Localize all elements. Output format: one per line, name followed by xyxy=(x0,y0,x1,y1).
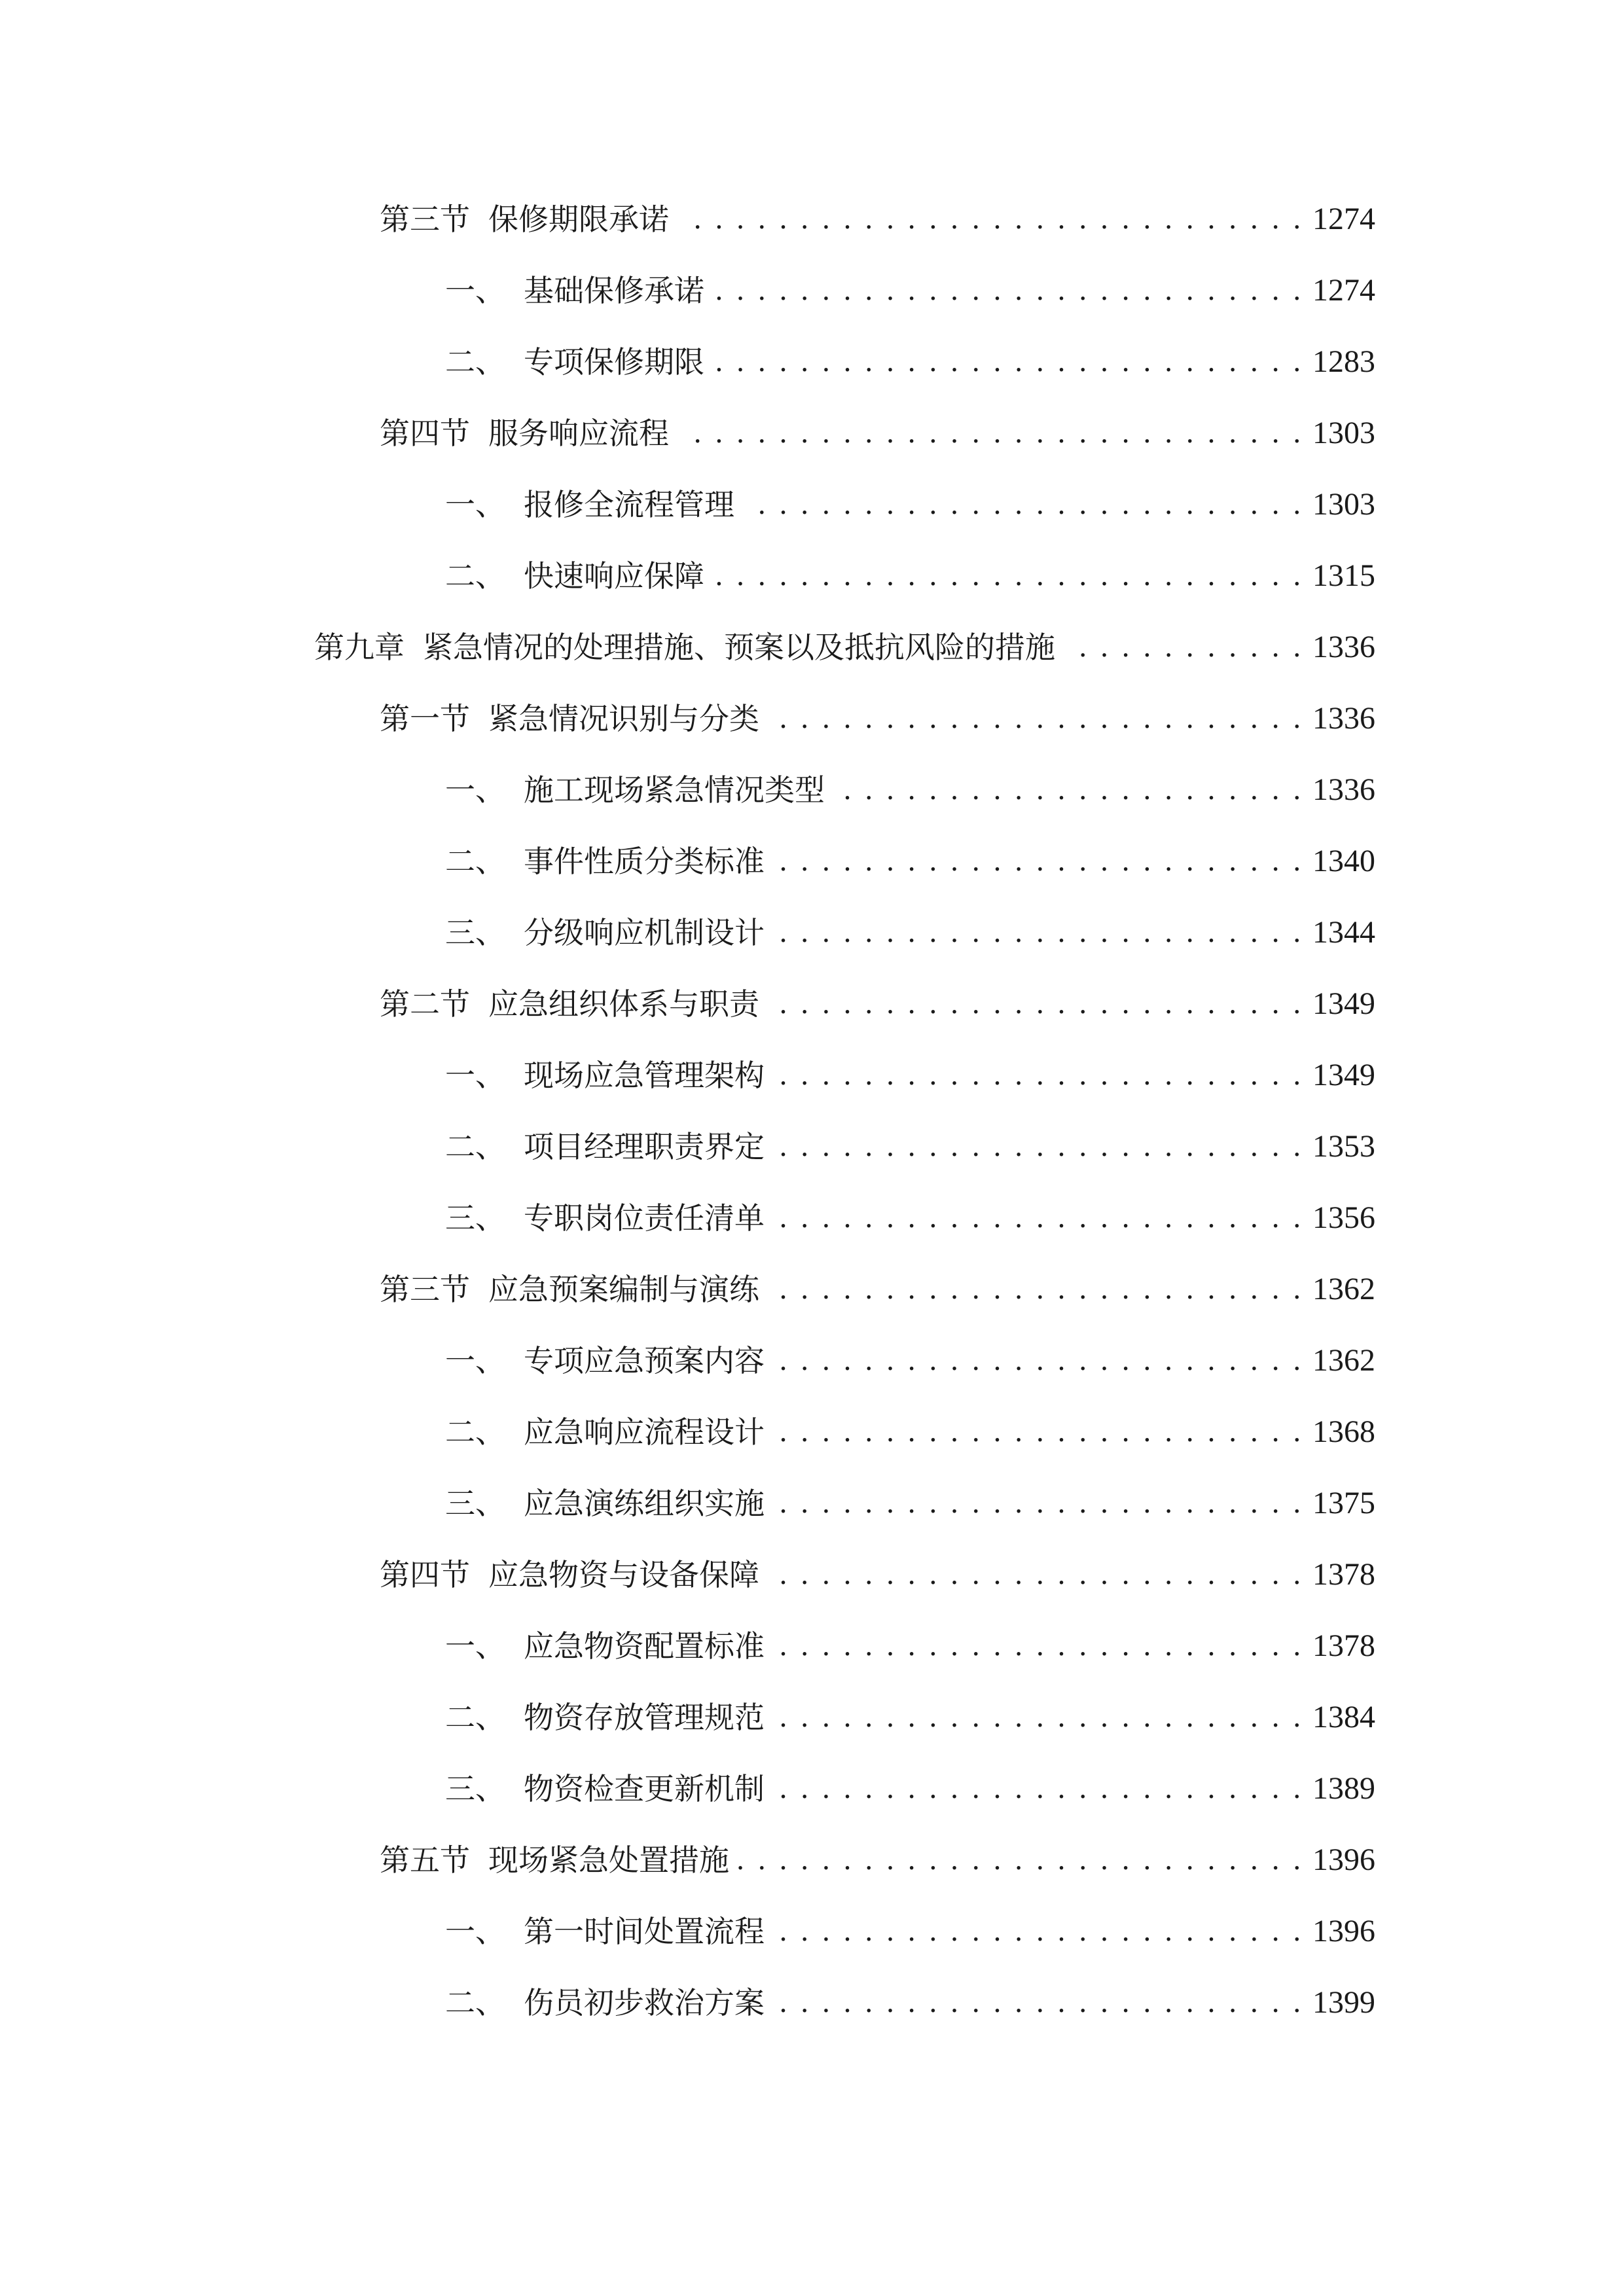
entry-title: 物资检查更新机制 xyxy=(524,1771,765,1806)
entry-number: 二、 xyxy=(445,1414,505,1450)
entry-title: 应急演练组织实施 xyxy=(524,1486,765,1521)
entry-page-number: 1384 xyxy=(1312,1700,1375,1734)
dot-leader xyxy=(713,336,1303,388)
entry-number: 第一节 xyxy=(380,701,470,736)
entry-page-number: 1336 xyxy=(1312,772,1375,807)
dot-leader xyxy=(744,478,1303,531)
entry-title: 应急组织体系与职责 xyxy=(488,986,759,1022)
dot-leader xyxy=(774,1977,1303,2029)
toc-entry[interactable] xyxy=(445,1905,1375,1958)
toc-entry[interactable] xyxy=(445,1691,1375,1744)
entry-number: 三、 xyxy=(445,915,505,950)
toc-entry[interactable] xyxy=(380,1834,1375,1886)
entry-title: 应急物资与设备保障 xyxy=(488,1557,759,1592)
toc-entry[interactable] xyxy=(380,193,1375,245)
toc-entry[interactable] xyxy=(380,1263,1375,1316)
toc-entry[interactable] xyxy=(445,835,1375,888)
dot-leader xyxy=(713,550,1303,602)
dot-leader xyxy=(774,1763,1303,1815)
entry-number: 第三节 xyxy=(380,1272,470,1307)
entry-number: 二、 xyxy=(445,1129,505,1164)
entry-page-number: 1315 xyxy=(1312,558,1375,593)
toc-entry[interactable] xyxy=(380,1549,1375,1601)
entry-title: 物资存放管理规范 xyxy=(524,1700,765,1735)
toc-entry[interactable] xyxy=(445,906,1375,959)
dot-leader xyxy=(774,1121,1303,1173)
entry-title: 紧急情况识别与分类 xyxy=(488,701,759,736)
dot-leader xyxy=(768,692,1303,745)
entry-number: 二、 xyxy=(445,344,505,380)
entry-number: 一、 xyxy=(445,772,505,808)
entry-title: 伤员初步救治方案 xyxy=(524,1985,765,2020)
entry-page-number: 1356 xyxy=(1312,1200,1375,1235)
entry-title: 事件性质分类标准 xyxy=(524,844,765,879)
entry-title: 现场紧急处置措施 xyxy=(488,1842,729,1878)
entry-page-number: 1274 xyxy=(1312,202,1375,236)
entry-page-number: 1303 xyxy=(1312,416,1375,450)
dot-leader xyxy=(774,1691,1303,1744)
entry-number: 第四节 xyxy=(380,416,470,451)
entry-number: 一、 xyxy=(445,487,505,522)
dot-leader xyxy=(1064,621,1303,673)
dot-leader xyxy=(774,906,1303,959)
dot-leader xyxy=(774,1049,1303,1102)
toc-entry[interactable] xyxy=(445,764,1375,816)
entry-number: 二、 xyxy=(445,1985,505,2020)
dot-leader xyxy=(768,1263,1303,1316)
entry-number: 一、 xyxy=(445,1343,505,1378)
entry-page-number: 1362 xyxy=(1312,1343,1375,1378)
entry-number: 二、 xyxy=(445,1700,505,1735)
entry-title: 服务响应流程 xyxy=(488,416,669,451)
entry-number: 第三节 xyxy=(380,202,470,237)
entry-title: 专项应急预案内容 xyxy=(524,1343,765,1378)
dot-leader xyxy=(774,1192,1303,1244)
toc-entry[interactable] xyxy=(445,1192,1375,1244)
entry-page-number: 1399 xyxy=(1312,1985,1375,2020)
dot-leader xyxy=(774,1477,1303,1530)
dot-leader xyxy=(768,978,1303,1030)
dot-leader xyxy=(774,1335,1303,1387)
dot-leader xyxy=(738,1834,1303,1886)
entry-number: 一、 xyxy=(445,1058,505,1093)
dot-leader xyxy=(713,264,1303,317)
entry-number: 三、 xyxy=(445,1771,505,1806)
dot-leader xyxy=(678,193,1303,245)
entry-title: 分级响应机制设计 xyxy=(524,915,765,950)
entry-title: 快速响应保障 xyxy=(524,558,704,594)
entry-page-number: 1362 xyxy=(1312,1272,1375,1306)
toc-entry[interactable] xyxy=(380,978,1375,1030)
toc-entry[interactable] xyxy=(445,1121,1375,1173)
toc-entry[interactable] xyxy=(445,550,1375,602)
dot-leader xyxy=(774,1406,1303,1458)
toc-entry[interactable] xyxy=(445,478,1375,531)
entry-page-number: 1336 xyxy=(1312,630,1375,664)
entry-page-number: 1353 xyxy=(1312,1129,1375,1164)
entry-page-number: 1340 xyxy=(1312,844,1375,878)
entry-page-number: 1349 xyxy=(1312,1058,1375,1092)
entry-page-number: 1274 xyxy=(1312,273,1375,308)
dot-leader xyxy=(834,764,1303,816)
entry-title: 项目经理职责界定 xyxy=(524,1129,765,1164)
dot-leader xyxy=(774,1620,1303,1672)
entry-page-number: 1349 xyxy=(1312,986,1375,1021)
entry-page-number: 1375 xyxy=(1312,1486,1375,1520)
toc-entry[interactable] xyxy=(445,1477,1375,1530)
entry-number: 二、 xyxy=(445,844,505,879)
toc-entry[interactable] xyxy=(445,1763,1375,1815)
dot-leader xyxy=(774,835,1303,888)
toc-entry[interactable] xyxy=(445,1620,1375,1672)
dot-leader xyxy=(774,1905,1303,1958)
entry-number: 第二节 xyxy=(380,986,470,1022)
entry-title: 专职岗位责任清单 xyxy=(524,1200,765,1236)
entry-title: 保修期限承诺 xyxy=(488,202,669,237)
entry-title: 应急预案编制与演练 xyxy=(488,1272,759,1307)
entry-number: 一、 xyxy=(445,1628,505,1664)
entry-page-number: 1336 xyxy=(1312,701,1375,736)
toc-entry[interactable] xyxy=(445,1977,1375,2029)
entry-page-number: 1368 xyxy=(1312,1414,1375,1449)
entry-title: 施工现场紧急情况类型 xyxy=(524,772,825,808)
entry-title: 专项保修期限 xyxy=(524,344,704,380)
dot-leader xyxy=(678,407,1303,459)
toc-entry[interactable] xyxy=(445,336,1375,388)
entry-page-number: 1396 xyxy=(1312,1914,1375,1948)
entry-title: 报修全流程管理 xyxy=(524,487,734,522)
entry-number: 二、 xyxy=(445,558,505,594)
entry-number: 第四节 xyxy=(380,1557,470,1592)
entry-number: 第五节 xyxy=(380,1842,470,1878)
entry-page-number: 1396 xyxy=(1312,1842,1375,1877)
entry-page-number: 1303 xyxy=(1312,487,1375,522)
entry-page-number: 1389 xyxy=(1312,1771,1375,1806)
dot-leader xyxy=(768,1549,1303,1601)
entry-number: 三、 xyxy=(445,1486,505,1521)
entry-title: 应急响应流程设计 xyxy=(524,1414,765,1450)
toc-entry[interactable] xyxy=(314,621,1375,673)
entry-page-number: 1283 xyxy=(1312,344,1375,379)
entry-page-number: 1378 xyxy=(1312,1628,1375,1663)
entry-title: 第一时间处置流程 xyxy=(524,1914,765,1949)
toc-entry[interactable] xyxy=(445,264,1375,317)
entry-title: 现场应急管理架构 xyxy=(524,1058,765,1093)
toc-entry[interactable] xyxy=(445,1049,1375,1102)
toc-entry[interactable] xyxy=(445,1335,1375,1387)
entry-title: 紧急情况的处理措施、预案以及抵抗风险的措施 xyxy=(423,630,1055,665)
entry-number: 三、 xyxy=(445,1200,505,1236)
entry-page-number: 1344 xyxy=(1312,915,1375,950)
entry-number: 一、 xyxy=(445,1914,505,1949)
entry-number: 一、 xyxy=(445,273,505,308)
toc-entry[interactable] xyxy=(380,407,1375,459)
entry-number: 第九章 xyxy=(314,630,405,665)
toc-entry[interactable] xyxy=(445,1406,1375,1458)
entry-page-number: 1378 xyxy=(1312,1557,1375,1592)
entry-title: 基础保修承诺 xyxy=(524,273,704,308)
entry-title: 应急物资配置标准 xyxy=(524,1628,765,1664)
toc-entry[interactable] xyxy=(380,692,1375,745)
